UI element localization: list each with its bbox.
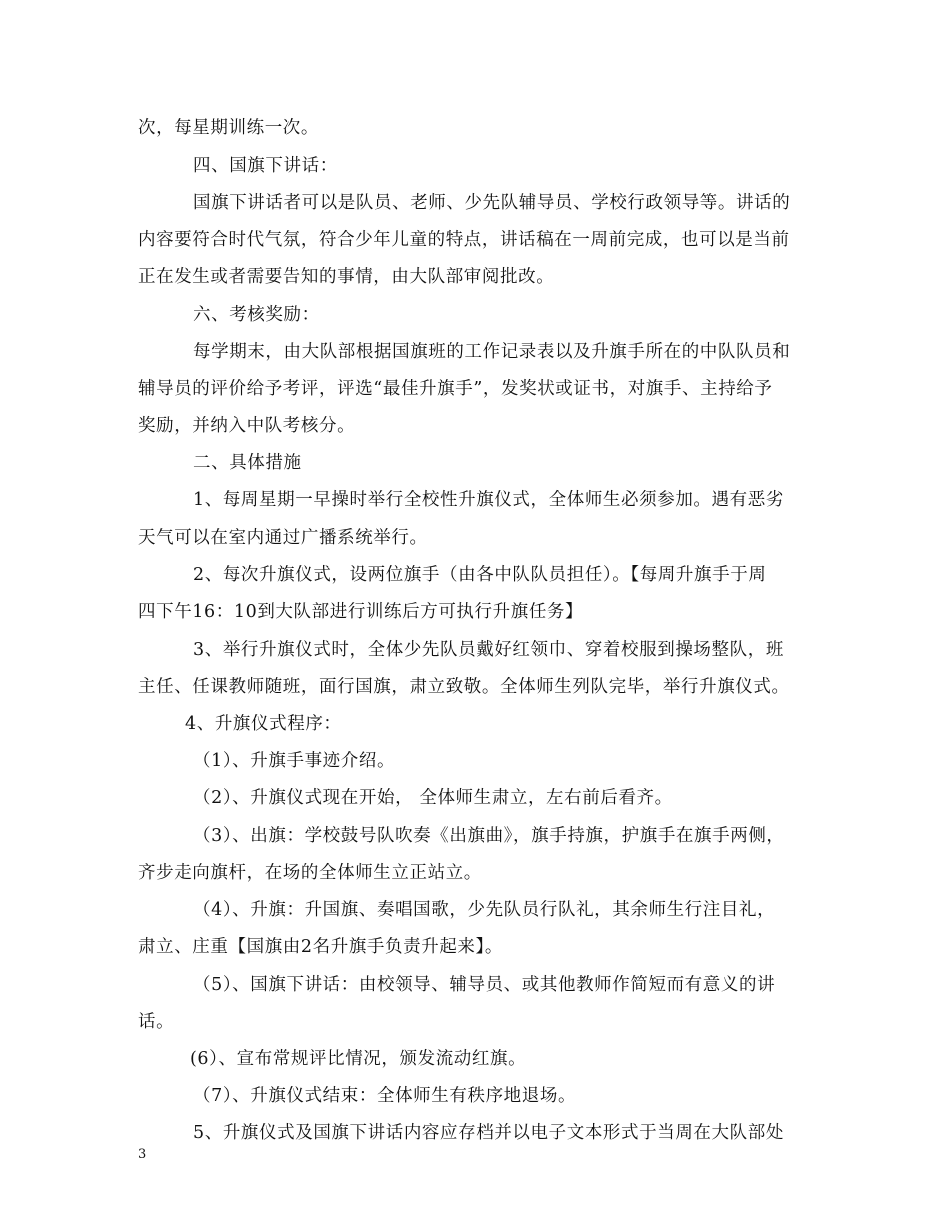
- list-item: （3）、出旗：学校鼓号队吹奏《出旗曲》，旗手持旗，护旗手在旗手两侧，: [193, 826, 785, 846]
- section-heading: 六、考核奖励：: [193, 305, 320, 325]
- text-line: 天气可以在室内通过广播系统举行。: [138, 528, 428, 548]
- text-line: 内容要符合时代气氛，符合少年儿童的特点，讲话稿在一周前完成，也可以是当前: [138, 230, 790, 250]
- text-line: 2、每次升旗仪式，设两位旗手（由各中队队员担任）。【每周升旗手于周: [193, 565, 767, 585]
- text-line: 国旗下讲话者可以是队员、老师、少先队辅导员、学校行政领导等。讲话的: [193, 193, 791, 213]
- list-item: （2）、升旗仪式现在开始， 全体师生肃立，左右前后看齐。: [193, 788, 673, 808]
- text-line: 每学期末，由大队部根据国旗班的工作记录表以及升旗手所在的中队队员和: [193, 342, 791, 362]
- list-item: (6）、宣布常规评比情况，颁发流动红旗。: [190, 1049, 527, 1069]
- text-line: 正在发生或者需要告知的事情，由大队部审阅批改。: [138, 267, 555, 287]
- page-number: 3: [138, 1147, 147, 1162]
- text-line: 主任、任课教师随班，面行国旗，肃立致敬。全体师生列队完毕，举行升旗仪式。: [138, 677, 790, 697]
- text-line: 3、举行升旗仪式时，全体少先队员戴好红领巾、穿着校服到操场整队，班: [193, 640, 784, 660]
- list-item: （5）、国旗下讲话：由校领导、辅导员、或其他教师作简短而有意义的讲: [193, 975, 776, 995]
- text-line: 5、升旗仪式及国旗下讲话内容应存档并以电子文本形式于当周在大队部处: [193, 1123, 784, 1143]
- text-line: 肃立、庄重【国旗由2名升旗手负责升起来】。: [138, 937, 503, 957]
- list-item: （4）、升旗：升国旗、奏唱国歌，少先队员行队礼，其余师生行注目礼，: [193, 900, 776, 920]
- text-line: 次，每星期训练一次。: [138, 118, 319, 138]
- list-item: （7）、升旗仪式结束：全体师生有秩序地退场。: [193, 1086, 577, 1106]
- section-heading: 四、国旗下讲话：: [193, 156, 338, 176]
- text-line: 奖励，并纳入中队考核分。: [138, 416, 356, 436]
- section-heading: 二、具体措施: [193, 453, 302, 473]
- text-line: 话。: [138, 1012, 175, 1032]
- text-line: 辅导员的评价给予考评，评选“最佳升旗手”，发奖状或证书，对旗手、主持给予: [138, 379, 773, 399]
- text-line: 4、升旗仪式程序：: [185, 714, 342, 734]
- text-line: 齐步走向旗杆，在场的全体师生立正站立。: [138, 863, 482, 883]
- text-line: 四下午16：10到大队部进行训练后方可执行升旗任务】: [138, 602, 584, 622]
- text-line: 1、每周星期一早操时举行全校性升旗仪式，全体师生必须参加。遇有恶劣: [193, 490, 784, 510]
- list-item: （1）、升旗手事迹介绍。: [193, 751, 396, 771]
